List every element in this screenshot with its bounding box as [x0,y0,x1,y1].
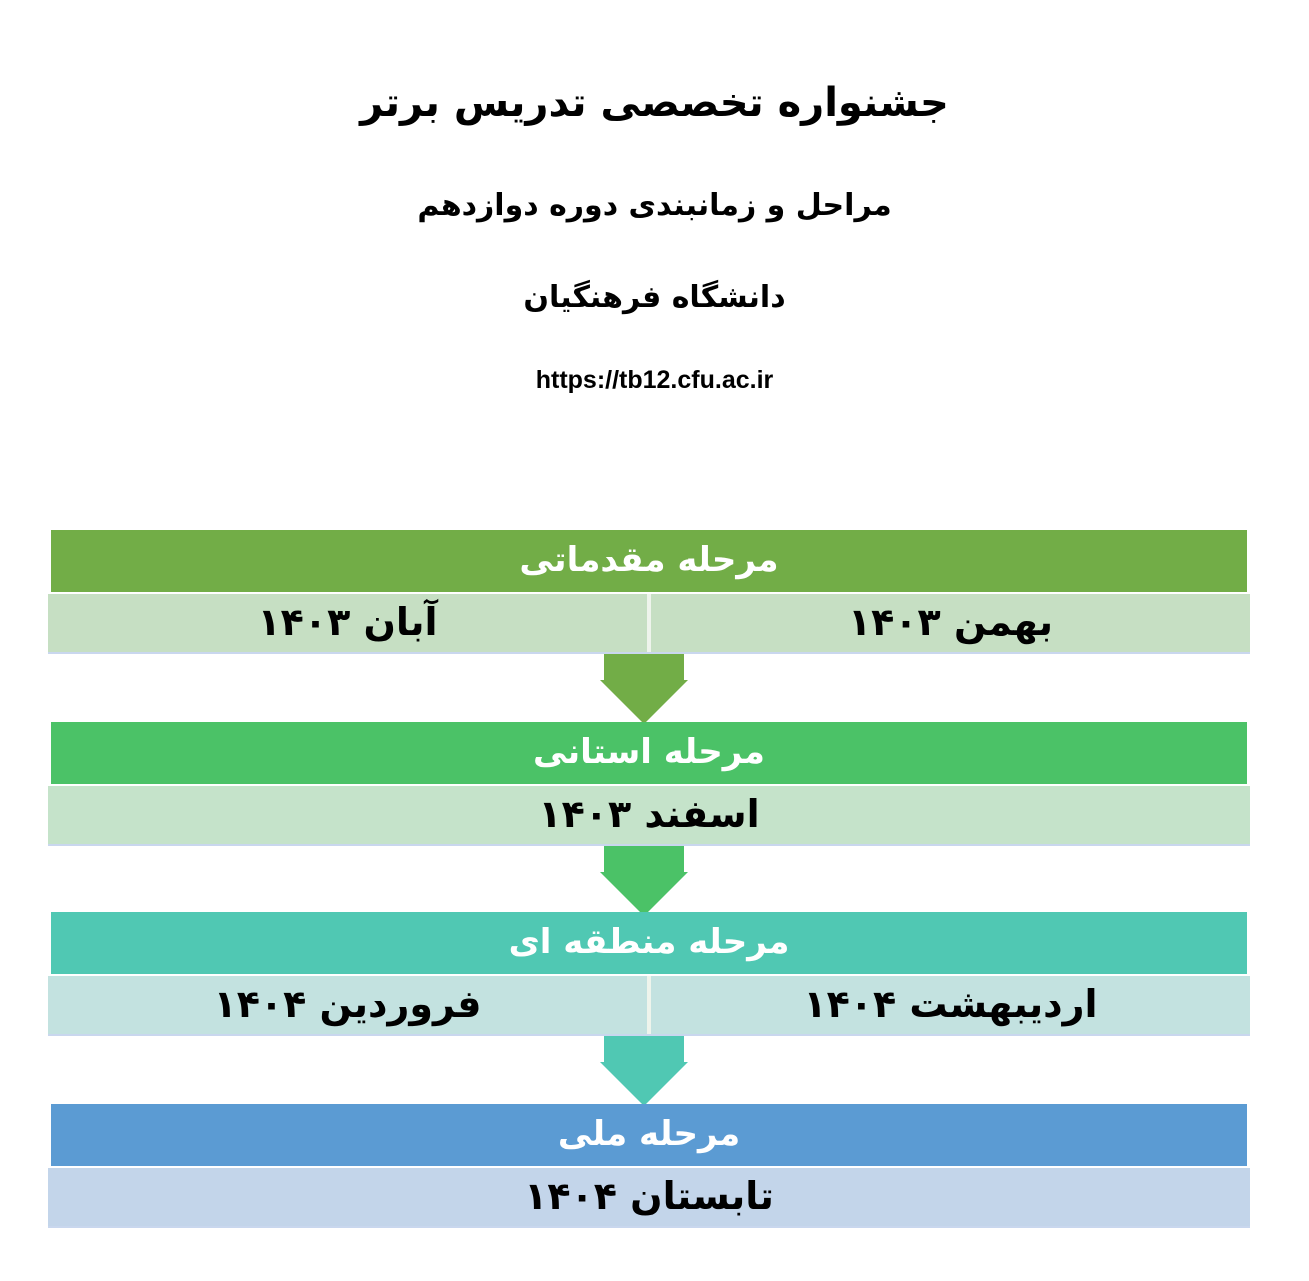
stage-date-end: آبان ۱۴۰۳ [48,594,651,652]
page-title: جشنواره تخصصی تدریس برتر [360,80,949,126]
stage-dates-row [48,976,1250,1036]
stage-date-start: بهمن ۱۴۰۳ [847,600,1054,644]
university-name: دانشگاه فرهنگیان [523,280,786,315]
stage-dates-row [48,786,1250,846]
page-subtitle: مراحل و زمانبندی دوره دوازدهم [417,188,892,223]
stage-title: مرحله ملی [51,1104,1247,1166]
website-url[interactable]: https://tb12.cfu.ac.ir [535,366,774,394]
stage-title: مرحله منطقه ای [51,912,1247,974]
stage-dates-row [48,1168,1250,1228]
stage-date-end: فروردین ۱۴۰۴ [48,976,651,1034]
stage-dates-row [48,594,1250,654]
stage-date: تابستان ۱۴۰۴ [524,1174,774,1218]
stage-date: اسفند ۱۴۰۳ [538,792,760,836]
stage-date-start: اردیبهشت ۱۴۰۴ [803,982,1098,1026]
stage-title: مرحله استانی [51,722,1247,784]
stage-title: مرحله مقدماتی [51,530,1247,592]
